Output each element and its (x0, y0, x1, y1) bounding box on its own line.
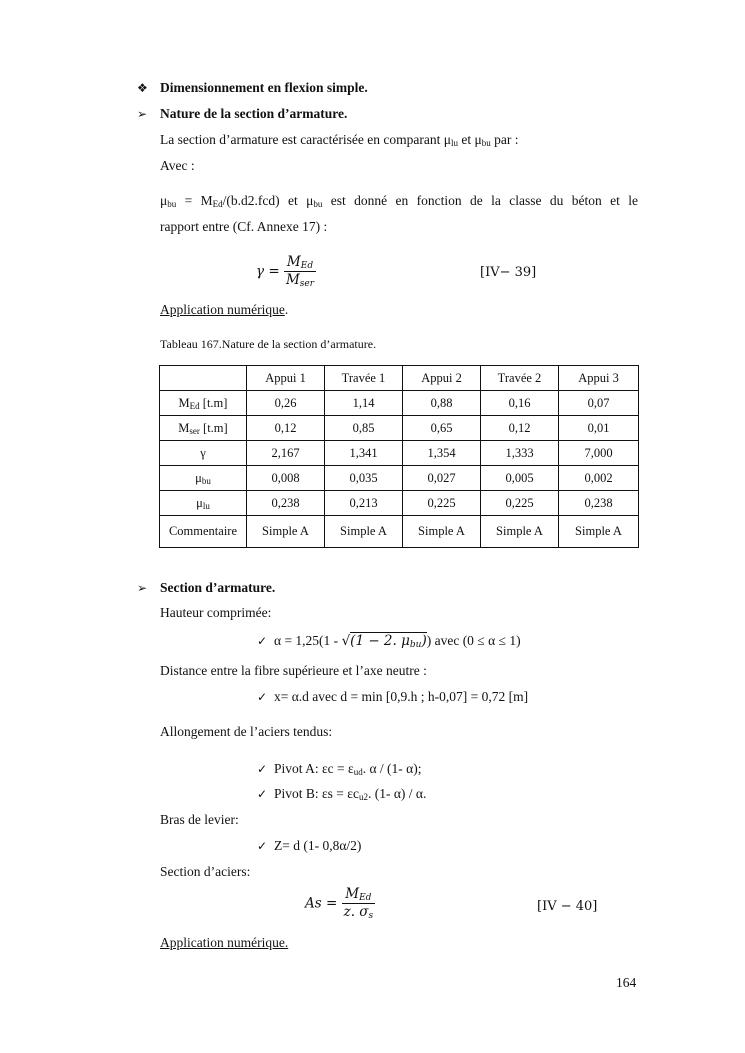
nature-table (159, 365, 639, 548)
table-cell: 0,01 (559, 416, 639, 441)
table-row (160, 416, 639, 441)
avec-label: Avec : (160, 158, 195, 173)
table-header-row (160, 366, 639, 391)
heading-nature-section: Nature de la section d’armature. (160, 106, 348, 121)
check-icon: ✓ (257, 787, 268, 801)
heading-flexion: Dimensionnement en flexion simple. (160, 80, 368, 95)
table-header-cell: Appui 3 (559, 366, 639, 391)
row-label: $\mu_{bu}$ (160, 466, 247, 491)
table-cell: 0,027 (403, 466, 481, 491)
row-label: Commentaire (160, 516, 247, 548)
table-cell: 0,26 (247, 391, 325, 416)
arrow-bullet-icon: ➢ (137, 107, 148, 121)
table-cell: Simple A (559, 516, 639, 548)
table-cell: 0,008 (247, 466, 325, 491)
table-cell: 0,002 (559, 466, 639, 491)
distance-label: Distance entre la fibre supérieure et l’axe neutre : (160, 663, 427, 678)
table-cell: Simple A (481, 516, 559, 548)
table-cell: 0,035 (325, 466, 403, 491)
table-header-cell (160, 366, 247, 391)
table-caption: Tableau 167.Nature de la section d’armature. (160, 337, 377, 351)
table-cell: 0,65 (403, 416, 481, 441)
section-aciers-label: Section d’aciers: (160, 864, 251, 879)
rapport-line: rapport entre (Cf. Annexe 17) : (160, 219, 328, 234)
row-label: $M_{ser}$ [t.m] (160, 416, 247, 441)
check-icon: ✓ (257, 839, 268, 853)
pivot-b: Pivot B: $\varepsilon s = \varepsilon c_{u2}$. (1- α) / α. (274, 786, 427, 802)
hauteur-label: Hauteur comprimée: (160, 605, 272, 620)
table-cell: 0,88 (403, 391, 481, 416)
table-cell: 2,167 (247, 441, 325, 466)
table-cell: 0,16 (481, 391, 559, 416)
mu-definition: $\mu_{bu} = M_{Ed}/(b.d2.fcd)$ et $\mu_{bu}$ est donné en fonction de la classe du béton et le (160, 193, 638, 209)
table-cell: 1,333 (481, 441, 559, 466)
table-cell: 0,213 (325, 491, 403, 516)
table-header-cell: Appui 1 (247, 366, 325, 391)
application-numerique-2: Application numérique. (160, 935, 289, 950)
check-icon: ✓ (257, 690, 268, 704)
equation-as: As = $\frac{M_{Ed}}{z. \sigma_s}$ (305, 886, 374, 921)
table-row (160, 391, 639, 416)
table-cell: 0,005 (481, 466, 559, 491)
equation-ref-40: [IV − 40] (537, 899, 598, 914)
table-cell: 0,12 (481, 416, 559, 441)
table-cell: 0,238 (247, 491, 325, 516)
z-formula: Z= d (1- 0,8α/2) (274, 838, 362, 853)
check-icon: ✓ (257, 762, 268, 776)
application-numerique-1: Application numérique. (160, 302, 289, 317)
table-cell: 1,354 (403, 441, 481, 466)
table-row (160, 491, 639, 516)
check-icon: ✓ (257, 634, 268, 648)
table-row (160, 516, 639, 548)
heading-section-armature: Section d’armature. (160, 580, 276, 595)
table-header-cell: Appui 2 (403, 366, 481, 391)
table-cell: 0,85 (325, 416, 403, 441)
equation-gamma: γ = $\frac{M_{Ed}}{M_{ser}}$ (256, 254, 315, 289)
diamond-bullet-icon: ❖ (137, 81, 148, 95)
table-cell: 0,225 (481, 491, 559, 516)
row-label: γ (160, 441, 247, 466)
table-row (160, 466, 639, 491)
table-header-cell: Travée 1 (325, 366, 403, 391)
table-cell: 0,238 (559, 491, 639, 516)
table-cell: 0,12 (247, 416, 325, 441)
table-cell: 0,225 (403, 491, 481, 516)
table-cell: 1,341 (325, 441, 403, 466)
table-cell: Simple A (247, 516, 325, 548)
row-label: $\mu_{lu}$ (160, 491, 247, 516)
table-cell: 1,14 (325, 391, 403, 416)
page-number: 164 (616, 975, 637, 990)
pivot-a: Pivot A: $\varepsilon c = \varepsilon_{ud}$. α / (1- α); (274, 761, 422, 777)
table-cell: 0,07 (559, 391, 639, 416)
alpha-formula: α = 1,25(1 - √(1 − 2. $\mu_{bu}$)) avec (0 ≤ α ≤ 1) (274, 633, 521, 650)
allongement-label: Allongement de l’aciers tendus: (160, 724, 333, 739)
table-cell: Simple A (325, 516, 403, 548)
bras-label: Bras de levier: (160, 812, 239, 827)
row-label: $M_{Ed}$ [t.m] (160, 391, 247, 416)
table-header-cell: Travée 2 (481, 366, 559, 391)
arrow-bullet-icon: ➢ (137, 581, 148, 595)
table-cell: Simple A (403, 516, 481, 548)
table-cell: 7,000 (559, 441, 639, 466)
table-row (160, 441, 639, 466)
intro-line: La section d’armature est caractérisée en comparant $\mu_{lu}$ et $\mu_{bu}$ par : (160, 132, 519, 148)
x-formula: x= α.d avec d = min [0,9.h ; h-0,07] = 0,72 [m] (274, 689, 529, 704)
equation-ref-39: [IV− 39] (480, 265, 537, 280)
